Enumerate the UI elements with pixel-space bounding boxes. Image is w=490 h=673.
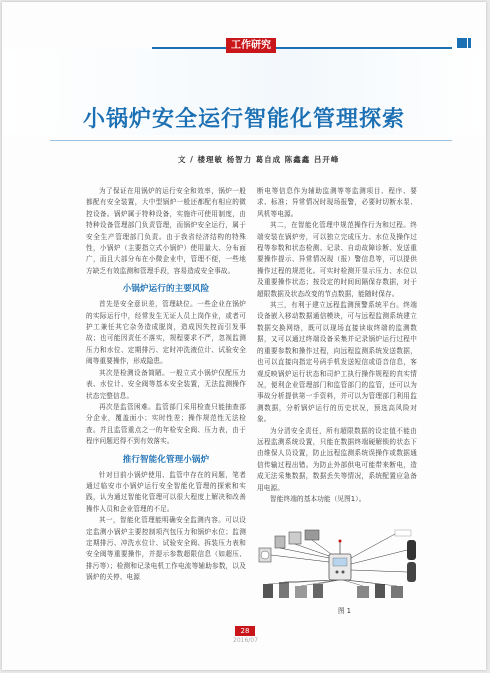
article-authors: 文 / 楼理敏 杨智力 葛自成 陈鑫鑫 吕开峰 [178, 155, 340, 164]
section-heading: 小锅炉运行的主要风险 [122, 284, 210, 295]
section-heading: 推行智能化管理小锅炉 [122, 454, 210, 465]
page-number: 28 [235, 626, 255, 636]
issue-date: 2016/07 [233, 637, 258, 644]
phone-icon [375, 584, 385, 598]
paragraph: 其一，智能化管理能明确安全监测内容。可以设定监测小锅炉主要控制项汽包压力和锅炉水位；监测定期排污、冲洗水位计、试验安全阀、拆装压力表和安全阀等重要操作，并提示参数超限信息（如超压、排污等）；检测和记录电机工作电流等辅助参数，以及锅炉的关停、电源 [86, 516, 246, 582]
sensor-cylinder-icon [407, 540, 416, 560]
paragraph: 断电等信息作为辅助监测等等监测项目、程序、要求、标准；异常情况时现场报警，必要时切断水泵、风机等电源。 [257, 187, 417, 218]
corner-square [457, 38, 467, 48]
magazine-page [2, 2, 486, 670]
corner-bar [468, 38, 471, 48]
section-tag: 工作研究 [226, 38, 276, 53]
paragraph: 首先是安全意识差，管理缺位。一些企业在锅炉的实际运行中，经常发生无证人员上岗作业，或者可护工兼任其它杂务造成脱岗，造成因失控而引发事故；也可能因责任不落实，规程要求不严，忽视监测压力和水位、定期排污、定时冲洗液位计、试验安全阀等重要操作，形成隐患。 [86, 300, 246, 366]
article-title: 小锅炉安全运行智能化管理探索 [82, 107, 405, 132]
switch-icon [275, 536, 285, 548]
right-column [257, 186, 417, 505]
paragraph: 再次是监管困难。监管部门采用检查只能抽查部分企业，覆盖面小；实时性差；操作规范性无法检查。并且监管重点之一的年检安全阀、压力表，由于程序问题迟得不到有效落实。 [86, 402, 246, 446]
paragraph: 其二，在智能化管理中规范操作行为和过程。终端安装在锅炉旁，可以独立完成压力、水位及操作过程等参数和状态检测、记录、自动故障诊断、发送重要操作提示、异常情况现（报）警信息等，可以提供操作过程的规范化。可实时检测开显示压力、水位以及重要操作状态；按设定的时间间隔保存数据，对于超限数据及状态改变的节点数据，能随时保存。 [257, 221, 417, 298]
valve-icon [289, 532, 301, 544]
sensor-cylinder-icon [407, 562, 416, 582]
pump-icon [305, 530, 319, 540]
system-diagram-figure [257, 528, 427, 604]
alarm-icon [357, 586, 369, 598]
paragraph: 为分清安全责任，所有超限数据的设定值不能由远程监测系统设置，只能在数据终端硬解锁的状态下由维保人员设置，防止远程监测系统误操作或数据通信传输过程出错。为防止外部供电可能带来断电，造成无法采集数据，数据丢失等情况，系统配置应急备用电源。 [257, 426, 417, 492]
paragraph: 智能终端的基本功能（见图1）。 [270, 494, 366, 503]
gauge-icon [263, 584, 273, 598]
meter-icon [391, 586, 403, 598]
paragraph: 为了保证在用锅炉的运行安全和效率，锅炉一般都配有安全装置，大中型锅炉一般还都配有相应的微控设备。锅炉属于特种设备，实施许可使用制度，由特种设备管理部门负责管理，而锅炉安全运行，属于安全生产管理部门负责。由于我省经济结构的特殊性，小锅炉（主要指立式小锅炉）使用量大、分布面广，而且大部分布在小微企业中，管理不便，一些地方缺乏有效监测和管理手段，容易造成安全事故。 [86, 187, 246, 275]
paragraph: 其次是检测设备简陋。一般立式小锅炉仅配压力表、水位计、安全阀等基本安全装置，无法监测操作状态完整信息。 [86, 368, 246, 400]
title-rule [50, 140, 452, 141]
paragraph: 针对目前小锅炉使用、监管中存在的问题，笔者通过临安市小锅炉运行安全智能化管理的探索和实践，认为通过智能化管理可以很大程度上解决和改善操作人员和企业管理的不足。 [86, 470, 246, 513]
paragraph: 其三，有利于建立远程监测预警系统平台。终端设备嵌入移动数据通信模块，可与远程监测系统建立数据交换网络，既可以现场直接读取终端的监测数据，又可以通过终端设备采集并记录锅炉运行过程中的重要参数和操作过程，向远程监测系统发送数据，也可以直接向指定号码手机发送短信或语音信息，客观反映锅炉运行状态和司炉工执行操作规程的真实情况，便利企业管理部门和监管部门的监管，还可以为事故分析提供第一手资料，并可以为管理部门利用监测数据，分析锅炉运行的历史状况，预选高风险对象。 [257, 301, 417, 424]
probe-icon [313, 584, 323, 598]
antenna-icon [339, 540, 342, 543]
relay-icon [295, 586, 307, 598]
header-rule [152, 47, 452, 49]
sensor-icon [279, 582, 289, 598]
left-column [86, 186, 246, 584]
figure-caption: 图 1 [338, 607, 351, 615]
